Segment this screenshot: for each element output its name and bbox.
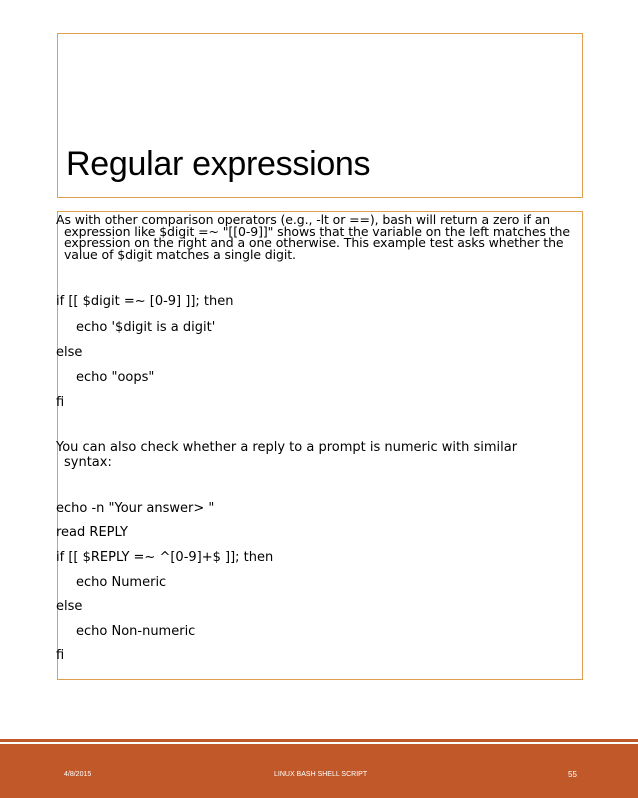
code-line: echo -n "Your answer> " [56, 501, 215, 516]
footer-accent-line [0, 739, 638, 742]
intro-line-1: As with other comparison operators (e.g., -lt or ==), bash will return a zero if an [56, 212, 551, 227]
code-line: if [[ $digit =~ [0-9] ]]; then [56, 294, 234, 309]
code-line: echo Numeric [76, 575, 167, 590]
code-line: echo '$digit is a digit' [76, 320, 216, 335]
intro-paragraph [56, 214, 578, 260]
second-paragraph [56, 440, 578, 470]
footer-title: LINUX BASH SHELL SCRIPT [274, 771, 368, 778]
code-line: if [[ $REPLY =~ ^[0-9]+$ ]]; then [56, 550, 274, 565]
intro-line-4: value of $digit matches a single digit. [64, 246, 296, 262]
code-line: echo Non-numeric [76, 624, 196, 639]
second-paragraph-line-2: syntax: [64, 455, 112, 470]
code-line: echo "oops" [76, 370, 155, 385]
footer-date: 4/8/2015 [64, 771, 92, 778]
code-line: read REPLY [56, 525, 128, 540]
slide-number: 55 [568, 770, 577, 779]
intro-line-2: expression like $digit =~ "[[0-9]]" shows that the variable on the left matches the [64, 223, 570, 239]
code-line: fi [56, 648, 65, 663]
second-paragraph-line-1: You can also check whether a reply to a prompt is numeric with similar [56, 440, 518, 455]
code-line: else [56, 345, 83, 360]
code-line: else [56, 599, 83, 614]
intro-line-3: expression on the right and a one otherwise. This example test asks whether the [64, 235, 564, 250]
slide-title: Regular expressions [66, 145, 371, 183]
code-line: fi [56, 395, 65, 410]
